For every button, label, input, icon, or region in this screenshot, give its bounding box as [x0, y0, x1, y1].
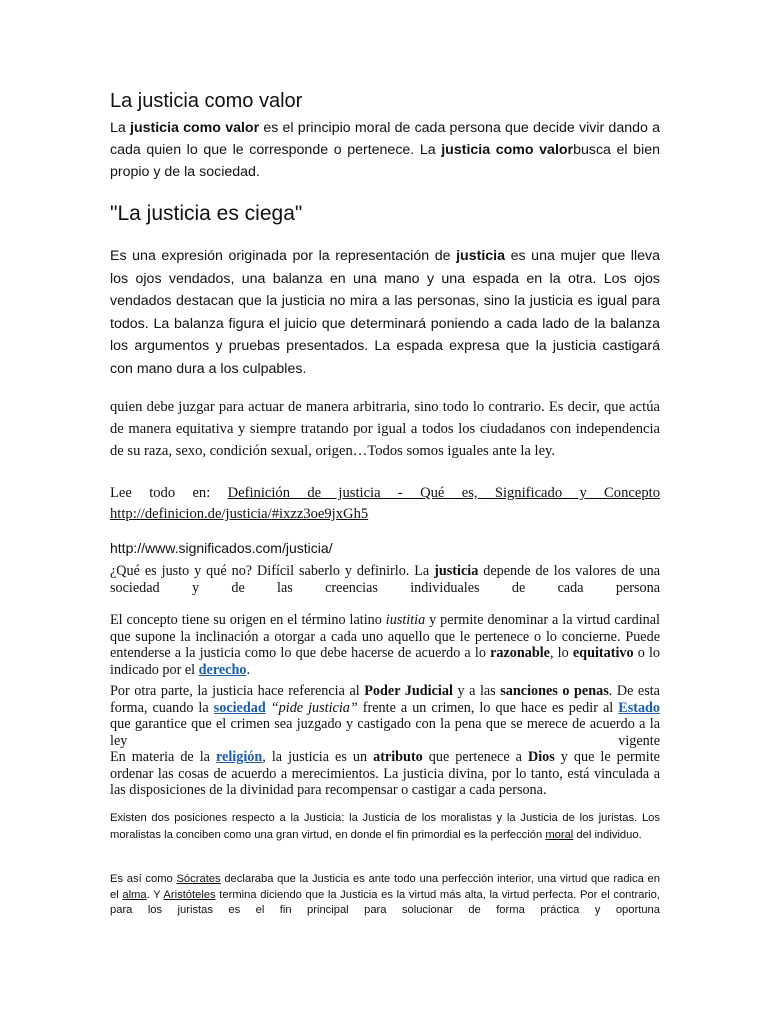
bold-term: Poder Judicial: [364, 683, 453, 699]
text-run: El concepto tiene su origen en el término latino: [110, 612, 386, 628]
italic-term: iustitia: [385, 612, 426, 628]
link-moral[interactable]: moral: [545, 828, 574, 841]
text-run: .: [246, 661, 251, 678]
link-definicion-justicia[interactable]: Definición de justicia - Qué es, Significado y Concepto: [227, 485, 660, 501]
text-run: La: [110, 120, 131, 136]
paragraph-igualdad-ley: quien debe juzgar para actuar de manera arbitraria, sino todo lo contrario. Es decir, que actúa de manera equitativa y siempre tratando por igual a todos los ciudadanos con independencia de su raza, sexo, condición sexual, origen…Todos somos iguales ante la ley.: [110, 399, 660, 459]
bold-term: justicia: [456, 248, 505, 264]
link-derecho[interactable]: derecho: [198, 661, 247, 678]
link-religion[interactable]: religión: [216, 749, 263, 765]
bold-term: atributo: [373, 749, 423, 765]
bold-term: justicia: [434, 563, 479, 579]
text-run: Existen dos posiciones respecto a la Justicia: la Justicia de los moralistas y la Justicia de los juristas. Los moralistas la conciben como una gran virtud, en donde el fin primordial es la perfección: [110, 812, 660, 841]
paragraph-poder-judicial: [110, 683, 660, 799]
text-run: busca el bien propio y de la sociedad.: [110, 142, 661, 180]
text-run: que garantice que el crimen sea juzgado y castigado con la pena que se merece de acuerdo a la ley vigente: [110, 716, 660, 749]
link-aristoteles[interactable]: Aristóteles: [163, 888, 216, 901]
text-run: que pertenece a: [422, 749, 528, 765]
text-run: Por otra parte, la justicia hace referencia al: [110, 683, 365, 699]
bold-term: Dios: [527, 749, 555, 765]
bold-term: equitativo: [572, 645, 634, 661]
text-run: es el principio moral de cada persona que decide vivir dando a cada quien lo que le corresponde o pertenece. La: [110, 120, 660, 158]
paragraph-part-religion: [110, 749, 660, 799]
link-estado[interactable]: Estado: [618, 699, 661, 716]
link-sociedad[interactable]: sociedad: [213, 699, 266, 716]
paragraph-origen-concepto: [110, 612, 660, 678]
text-run: y a las: [452, 683, 501, 699]
text-run: . De esta forma, cuando la: [110, 683, 660, 716]
text-run: Es una expresión originada por la representación de: [110, 248, 457, 264]
text-run: . Y: [146, 888, 164, 901]
text-run: o lo indicado por el: [110, 645, 661, 678]
heading-justicia-como-valor: La justicia como valor: [110, 90, 303, 112]
text-run: En materia de la: [110, 749, 216, 765]
text-run: frente a un crimen, lo que hace es pedir al: [357, 699, 619, 716]
text-run: , lo: [549, 645, 573, 661]
paragraph-que-es-justo: [110, 563, 660, 597]
text-run: es una mujer que lleva los ojos vendados, una balanza en una mano y una espada en la otra. Los ojos vendados destacan que la justicia no mira a las personas, sino la justicia es igual para todos. La balanza figura el juicio que determinará poniendo a cada lado de la balanza los argumentos y pruebas presentados. La espada expresa que la justicia castigará con mano dura a los culpables.: [110, 248, 660, 377]
link-definicion-url[interactable]: http://definicion.de/justicia/#ixzz3oe9jxGh5: [110, 506, 369, 522]
text-run: termina diciendo que la Justicia es la virtud más alta, la virtud perfecta. Por el contrario, para los juristas es el fin principal para solucionar de forma práctica y oportuna: [110, 888, 660, 916]
text-run: depende de los valores de una sociedad y de las creencias individuales de cada persona: [110, 563, 660, 596]
text-run: , la justicia es un: [262, 749, 374, 765]
paragraph-lee-todo: [110, 483, 660, 525]
bold-term: justicia como valor: [130, 120, 260, 136]
paragraph-justicia-ciega: [110, 245, 660, 380]
bold-term: sanciones o penas: [500, 683, 609, 699]
text-run: y permite denominar a la virtud cardinal que supone la inclinación a otorgar a cada uno aquello que le pertenece o lo concierne. Puede entenderse a la justicia como lo que debe hacerse de acuerdo a lo: [110, 612, 660, 661]
paragraph-dos-posiciones: [110, 810, 660, 843]
text-run: Es así como: [110, 873, 177, 885]
text-run: Lee todo en:: [110, 485, 228, 501]
paragraph-part-estado: [110, 683, 660, 749]
bold-term: razonable: [490, 645, 550, 661]
text-run: ¿Qué es justo y qué no? Difícil saberlo y definirlo. La: [110, 563, 435, 579]
text-run: del individuo.: [573, 828, 642, 841]
link-alma[interactable]: alma: [122, 888, 147, 901]
text-run: y que le permite ordenar las cosas de acuerdo a merecimientos. La justicia divina, por lo tanto, está vinculada a las disposiciones de la divinidad para recompensar o castigar a cada persona.: [110, 749, 660, 798]
url-significados: http://www.significados.com/justicia/: [110, 540, 333, 556]
text-run: declaraba que la Justicia es ante todo una perfección interior, una virtud que radica en el: [110, 873, 660, 901]
bold-term: justicia como valor: [441, 142, 574, 158]
paragraph-justicia-valor: [110, 117, 660, 183]
link-socrates[interactable]: Sócrates: [176, 873, 221, 885]
paragraph-socrates: [110, 872, 660, 919]
italic-term: “pide justicia”: [270, 699, 358, 716]
heading-justicia-ciega: "La justicia es ciega": [110, 202, 303, 225]
